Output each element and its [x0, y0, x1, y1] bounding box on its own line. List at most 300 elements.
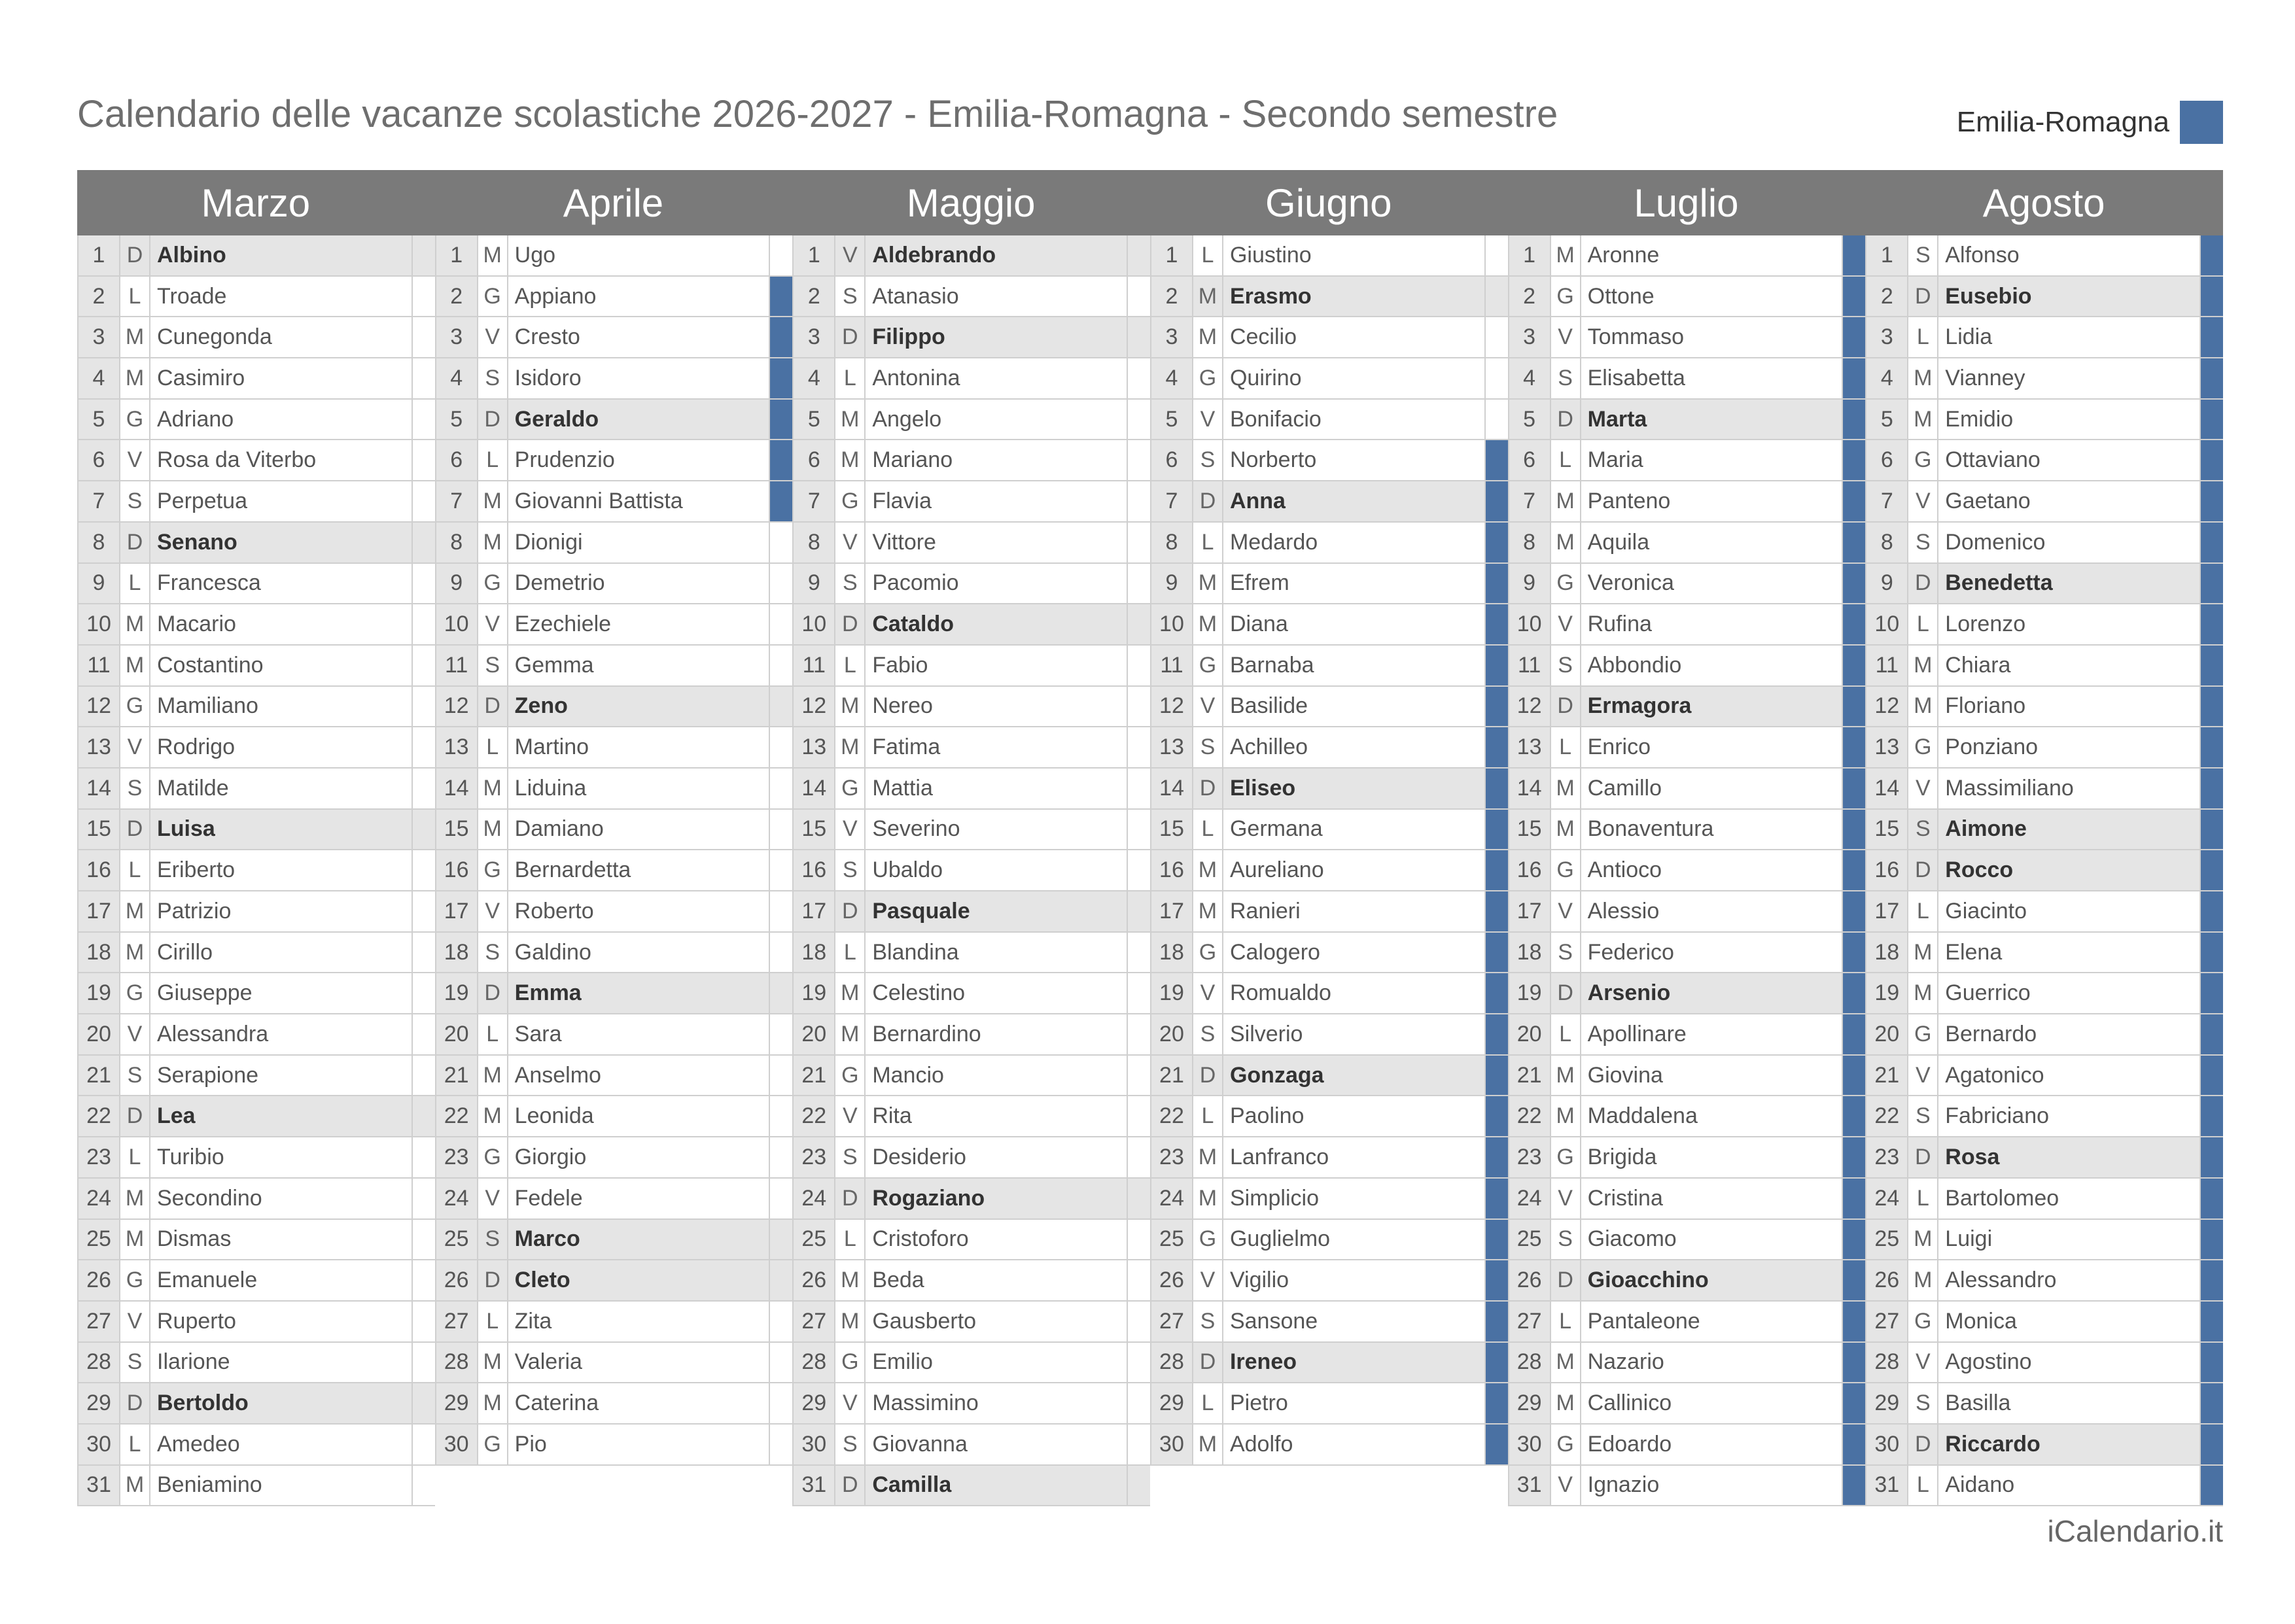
day-number: 15	[1509, 810, 1551, 850]
saint-name: Camillo	[1581, 769, 1844, 808]
day-of-week: L	[835, 1220, 866, 1260]
saint-name: Cleto	[508, 1260, 771, 1300]
day-row	[435, 1179, 793, 1220]
saint-name: Macario	[150, 604, 413, 644]
vacation-marker-empty	[413, 973, 435, 1013]
vacation-marker-empty	[770, 1260, 792, 1300]
saint-name: Giovanni Battista	[508, 481, 771, 521]
day-row	[435, 1056, 793, 1097]
day-row	[435, 1260, 793, 1302]
day-number: 5	[1866, 400, 1908, 440]
day-of-week: S	[1551, 646, 1581, 685]
saint-name: Giorgio	[508, 1137, 771, 1177]
vacation-marker	[770, 277, 792, 317]
day-number: 29	[1151, 1383, 1193, 1423]
vacation-marker-empty	[1128, 440, 1150, 480]
day-number: 29	[436, 1383, 478, 1423]
day-number: 9	[1509, 564, 1551, 604]
saint-name: Zita	[508, 1302, 771, 1341]
day-number: 1	[794, 235, 835, 275]
saint-name: Cunegonda	[150, 317, 413, 357]
day-of-week: D	[1193, 481, 1223, 521]
day-number: 24	[1866, 1179, 1908, 1218]
day-row	[77, 523, 435, 564]
vacation-marker	[1843, 769, 1865, 808]
day-of-week: M	[1908, 1260, 1938, 1300]
vacation-marker	[2201, 440, 2223, 480]
day-row	[435, 933, 793, 974]
day-number: 18	[79, 933, 120, 973]
day-number: 27	[79, 1302, 120, 1341]
day-row	[792, 1096, 1150, 1137]
day-number: 8	[436, 523, 478, 562]
day-row	[1865, 933, 2223, 974]
footer-brand: iCalendario.it	[2047, 1514, 2223, 1548]
day-row	[792, 564, 1150, 605]
day-number: 4	[794, 358, 835, 398]
saint-name: Calogero	[1223, 933, 1486, 973]
day-of-week: G	[1193, 933, 1223, 973]
day-of-week: S	[478, 646, 508, 685]
day-of-week: V	[835, 1096, 866, 1136]
day-of-week: M	[120, 1220, 150, 1260]
day-of-week: M	[1193, 604, 1223, 644]
saint-name: Apollinare	[1581, 1014, 1844, 1054]
month-column-giugno	[1150, 170, 1508, 1506]
day-row	[792, 1260, 1150, 1302]
day-of-week: S	[1193, 1302, 1223, 1341]
day-number: 4	[1509, 358, 1551, 398]
vacation-marker-empty	[1128, 1466, 1150, 1506]
day-row	[1865, 1425, 2223, 1466]
vacation-marker-empty	[1128, 1383, 1150, 1423]
saint-name: Emilio	[866, 1343, 1128, 1383]
vacation-marker-empty	[413, 523, 435, 562]
saint-name: Lidia	[1938, 317, 2201, 357]
saint-name: Rocco	[1938, 850, 2201, 890]
saint-name: Cirillo	[150, 933, 413, 973]
vacation-marker	[2201, 1096, 2223, 1136]
day-row	[77, 973, 435, 1014]
day-of-week: M	[120, 1466, 150, 1506]
day-number: 6	[1509, 440, 1551, 480]
day-number: 14	[1509, 769, 1551, 808]
day-of-week: M	[835, 1014, 866, 1054]
saint-name: Marta	[1581, 400, 1844, 440]
saint-name: Desiderio	[866, 1137, 1128, 1177]
day-of-week: L	[1908, 1179, 1938, 1218]
day-number: 2	[794, 277, 835, 317]
day-of-week: G	[1908, 1014, 1938, 1054]
day-row	[435, 687, 793, 728]
saint-name: Barnaba	[1223, 646, 1486, 685]
day-row	[792, 440, 1150, 481]
day-number: 24	[436, 1179, 478, 1218]
vacation-marker-empty	[770, 973, 792, 1013]
vacation-marker-empty	[413, 317, 435, 357]
vacation-marker	[1843, 933, 1865, 973]
day-number: 23	[79, 1137, 120, 1177]
day-row	[1150, 523, 1508, 564]
day-of-week: V	[120, 440, 150, 480]
day-of-week: G	[835, 481, 866, 521]
vacation-marker-empty	[1128, 850, 1150, 890]
day-number: 28	[1151, 1343, 1193, 1383]
saint-name: Martino	[508, 727, 771, 767]
saint-name: Ottaviano	[1938, 440, 2201, 480]
saint-name: Liduina	[508, 769, 771, 808]
day-of-week: L	[1551, 727, 1581, 767]
saint-name: Antioco	[1581, 850, 1844, 890]
saint-name: Diana	[1223, 604, 1486, 644]
day-row	[1865, 1056, 2223, 1097]
vacation-marker	[1486, 933, 1508, 973]
day-number: 12	[1866, 687, 1908, 727]
day-row	[435, 810, 793, 851]
day-row	[435, 646, 793, 687]
day-number: 26	[79, 1260, 120, 1300]
saint-name: Ilarione	[150, 1343, 413, 1383]
day-number: 10	[1509, 604, 1551, 644]
vacation-marker-empty	[413, 891, 435, 931]
day-of-week: S	[1551, 358, 1581, 398]
day-number: 6	[1866, 440, 1908, 480]
saint-name: Dismas	[150, 1220, 413, 1260]
month-header: Agosto	[1865, 170, 2223, 235]
day-number: 15	[1866, 810, 1908, 850]
day-number: 3	[1866, 317, 1908, 357]
calendar-grid	[77, 170, 2223, 1506]
vacation-marker-empty	[1128, 1056, 1150, 1096]
day-row	[1508, 1425, 1866, 1466]
day-row	[792, 400, 1150, 441]
day-of-week: V	[1551, 891, 1581, 931]
vacation-marker	[1843, 810, 1865, 850]
saint-name: Leonida	[508, 1096, 771, 1136]
day-of-week: M	[478, 1343, 508, 1383]
day-of-week: D	[1551, 973, 1581, 1013]
day-row	[792, 235, 1150, 277]
day-of-week: L	[1551, 1302, 1581, 1341]
day-row	[792, 810, 1150, 851]
day-number: 17	[1866, 891, 1908, 931]
vacation-marker	[1486, 1260, 1508, 1300]
saint-name: Eusebio	[1938, 277, 2201, 317]
vacation-marker-empty	[770, 235, 792, 275]
day-number: 16	[1151, 850, 1193, 890]
day-number: 17	[1151, 891, 1193, 931]
day-of-week: D	[478, 687, 508, 727]
vacation-marker	[1486, 604, 1508, 644]
day-of-week: G	[120, 1260, 150, 1300]
day-number: 10	[1151, 604, 1193, 644]
vacation-marker	[2201, 400, 2223, 440]
saint-name: Gemma	[508, 646, 771, 685]
saint-name: Elisabetta	[1581, 358, 1844, 398]
vacation-marker	[1486, 481, 1508, 521]
day-number: 5	[1509, 400, 1551, 440]
day-of-week: G	[120, 400, 150, 440]
day-number: 22	[79, 1096, 120, 1136]
saint-name: Dionigi	[508, 523, 771, 562]
day-of-week: G	[835, 1056, 866, 1096]
saint-name: Anna	[1223, 481, 1486, 521]
day-of-week: V	[835, 810, 866, 850]
vacation-marker-empty	[413, 400, 435, 440]
day-of-week: M	[478, 810, 508, 850]
day-of-week: D	[1908, 850, 1938, 890]
vacation-marker	[1486, 1014, 1508, 1054]
saint-name: Veronica	[1581, 564, 1844, 604]
vacation-marker	[1843, 523, 1865, 562]
saint-name: Achilleo	[1223, 727, 1486, 767]
day-number: 28	[436, 1343, 478, 1383]
day-number: 14	[436, 769, 478, 808]
day-of-week: S	[835, 564, 866, 604]
day-of-week: V	[1908, 769, 1938, 808]
vacation-marker	[2201, 523, 2223, 562]
saint-name: Gaetano	[1938, 481, 2201, 521]
day-number: 30	[436, 1425, 478, 1464]
day-number: 31	[79, 1466, 120, 1506]
saint-name: Senano	[150, 523, 413, 562]
saint-name: Turibio	[150, 1137, 413, 1177]
day-row	[435, 727, 793, 769]
day-number: 1	[79, 235, 120, 275]
day-row	[1150, 1383, 1508, 1425]
vacation-marker-empty	[1128, 400, 1150, 440]
day-number: 8	[1866, 523, 1908, 562]
day-of-week: M	[1908, 687, 1938, 727]
day-row	[792, 277, 1150, 318]
month-column-agosto	[1865, 170, 2223, 1506]
day-number: 11	[1866, 646, 1908, 685]
day-number: 10	[794, 604, 835, 644]
day-row	[792, 769, 1150, 810]
day-row	[1150, 769, 1508, 810]
vacation-marker-empty	[413, 1096, 435, 1136]
day-number: 18	[794, 933, 835, 973]
day-number: 20	[1151, 1014, 1193, 1054]
day-row	[435, 317, 793, 358]
day-number: 13	[794, 727, 835, 767]
day-of-week: S	[478, 933, 508, 973]
day-of-week: G	[120, 687, 150, 727]
saint-name: Aidano	[1938, 1466, 2201, 1506]
saint-name: Rosa	[1938, 1137, 2201, 1177]
day-row	[792, 358, 1150, 400]
day-of-week: L	[835, 646, 866, 685]
day-row	[1865, 440, 2223, 481]
saint-name: Domenico	[1938, 523, 2201, 562]
day-row	[77, 687, 435, 728]
vacation-marker	[1843, 850, 1865, 890]
saint-name: Norberto	[1223, 440, 1486, 480]
vacation-marker	[1843, 481, 1865, 521]
day-row	[1508, 1179, 1866, 1220]
day-row	[1150, 481, 1508, 523]
vacation-marker-empty	[770, 1056, 792, 1096]
day-number: 6	[794, 440, 835, 480]
day-of-week: M	[1551, 481, 1581, 521]
day-number: 21	[436, 1056, 478, 1096]
vacation-marker-empty	[1128, 1137, 1150, 1177]
day-number: 17	[436, 891, 478, 931]
day-row	[1508, 1383, 1866, 1425]
day-row	[77, 1466, 435, 1507]
day-number: 2	[79, 277, 120, 317]
day-row	[1508, 850, 1866, 891]
saint-name: Adolfo	[1223, 1425, 1486, 1464]
day-row	[435, 523, 793, 564]
vacation-marker	[2201, 604, 2223, 644]
saint-name: Secondino	[150, 1179, 413, 1218]
day-row	[77, 400, 435, 441]
vacation-marker	[2201, 850, 2223, 890]
day-number: 26	[436, 1260, 478, 1300]
day-of-week: M	[1908, 973, 1938, 1013]
day-of-week: M	[478, 1056, 508, 1096]
day-number: 18	[1866, 933, 1908, 973]
day-number: 26	[794, 1260, 835, 1300]
vacation-marker-empty	[413, 1343, 435, 1383]
day-number: 24	[79, 1179, 120, 1218]
vacation-marker	[1843, 1343, 1865, 1383]
day-number: 17	[79, 891, 120, 931]
day-row	[1508, 1014, 1866, 1056]
day-number: 5	[79, 400, 120, 440]
vacation-marker-empty	[1128, 1096, 1150, 1136]
vacation-marker	[2201, 1425, 2223, 1464]
day-of-week: S	[1193, 440, 1223, 480]
day-of-week: S	[1908, 523, 1938, 562]
day-of-week: G	[120, 973, 150, 1013]
vacation-marker	[1486, 1137, 1508, 1177]
day-number: 22	[1866, 1096, 1908, 1136]
day-of-week: V	[835, 523, 866, 562]
day-number: 4	[1866, 358, 1908, 398]
vacation-marker	[770, 358, 792, 398]
day-of-week: L	[1551, 1014, 1581, 1054]
day-of-week: S	[120, 1056, 150, 1096]
day-number: 7	[1866, 481, 1908, 521]
day-row	[1508, 604, 1866, 646]
day-of-week: D	[1551, 687, 1581, 727]
day-row	[77, 727, 435, 769]
day-of-week: D	[1551, 400, 1581, 440]
vacation-marker	[2201, 973, 2223, 1013]
day-of-week: M	[120, 933, 150, 973]
vacation-marker	[1843, 400, 1865, 440]
day-row	[1865, 235, 2223, 277]
day-number: 21	[1509, 1056, 1551, 1096]
vacation-marker-empty	[413, 604, 435, 644]
day-of-week: D	[1193, 1343, 1223, 1383]
saint-name: Beniamino	[150, 1466, 413, 1506]
saint-name: Massimiliano	[1938, 769, 2201, 808]
day-row	[435, 1096, 793, 1137]
vacation-marker-empty	[1128, 604, 1150, 644]
saint-name: Ermagora	[1581, 687, 1844, 727]
vacation-marker-empty	[413, 481, 435, 521]
day-number: 25	[1866, 1220, 1908, 1260]
saint-name: Rogaziano	[866, 1179, 1128, 1218]
day-row	[435, 769, 793, 810]
day-row	[1865, 810, 2223, 851]
day-number: 20	[79, 1014, 120, 1054]
vacation-marker	[1486, 687, 1508, 727]
day-of-week: M	[1193, 1179, 1223, 1218]
day-row	[77, 1220, 435, 1261]
day-of-week: V	[1193, 687, 1223, 727]
day-number: 27	[1151, 1302, 1193, 1341]
day-row	[435, 440, 793, 481]
vacation-marker	[2201, 769, 2223, 808]
day-of-week: S	[835, 850, 866, 890]
saint-name: Ponziano	[1938, 727, 2201, 767]
day-row	[435, 564, 793, 605]
day-of-week: M	[835, 1260, 866, 1300]
saint-name: Flavia	[866, 481, 1128, 521]
day-of-week: G	[1908, 727, 1938, 767]
day-of-week: M	[1551, 1096, 1581, 1136]
saint-name: Isidoro	[508, 358, 771, 398]
saint-name: Filippo	[866, 317, 1128, 357]
day-row	[1865, 1220, 2223, 1261]
saint-name: Arsenio	[1581, 973, 1844, 1013]
day-row	[435, 400, 793, 441]
day-number: 13	[1151, 727, 1193, 767]
month-column-marzo	[77, 170, 435, 1506]
day-row	[792, 1056, 1150, 1097]
day-of-week: M	[1551, 1056, 1581, 1096]
day-row	[1150, 687, 1508, 728]
saint-name: Emidio	[1938, 400, 2201, 440]
day-of-week: D	[835, 1179, 866, 1218]
vacation-marker	[1843, 973, 1865, 1013]
day-number: 6	[79, 440, 120, 480]
day-row	[77, 1096, 435, 1137]
vacation-marker	[2201, 810, 2223, 850]
day-of-week: D	[835, 891, 866, 931]
saint-name: Basilide	[1223, 687, 1486, 727]
day-row	[1508, 973, 1866, 1014]
day-of-week: M	[1908, 400, 1938, 440]
day-number: 27	[436, 1302, 478, 1341]
day-number: 6	[436, 440, 478, 480]
saint-name: Ubaldo	[866, 850, 1128, 890]
saint-name: Anselmo	[508, 1056, 771, 1096]
saint-name: Fabio	[866, 646, 1128, 685]
day-number: 18	[1509, 933, 1551, 973]
day-row	[1508, 1466, 1866, 1507]
day-row	[1150, 1014, 1508, 1056]
day-number: 29	[79, 1383, 120, 1423]
day-of-week: M	[835, 440, 866, 480]
vacation-marker-empty	[413, 564, 435, 604]
vacation-marker	[1486, 646, 1508, 685]
day-row	[1150, 400, 1508, 441]
day-of-week: V	[835, 235, 866, 275]
day-of-week: M	[1193, 1137, 1223, 1177]
saint-name: Bernardino	[866, 1014, 1128, 1054]
day-number: 14	[794, 769, 835, 808]
vacation-marker	[2201, 277, 2223, 317]
day-row	[435, 1220, 793, 1261]
vacation-marker	[2201, 1383, 2223, 1423]
saint-name: Nazario	[1581, 1343, 1844, 1383]
vacation-marker	[1843, 1302, 1865, 1341]
